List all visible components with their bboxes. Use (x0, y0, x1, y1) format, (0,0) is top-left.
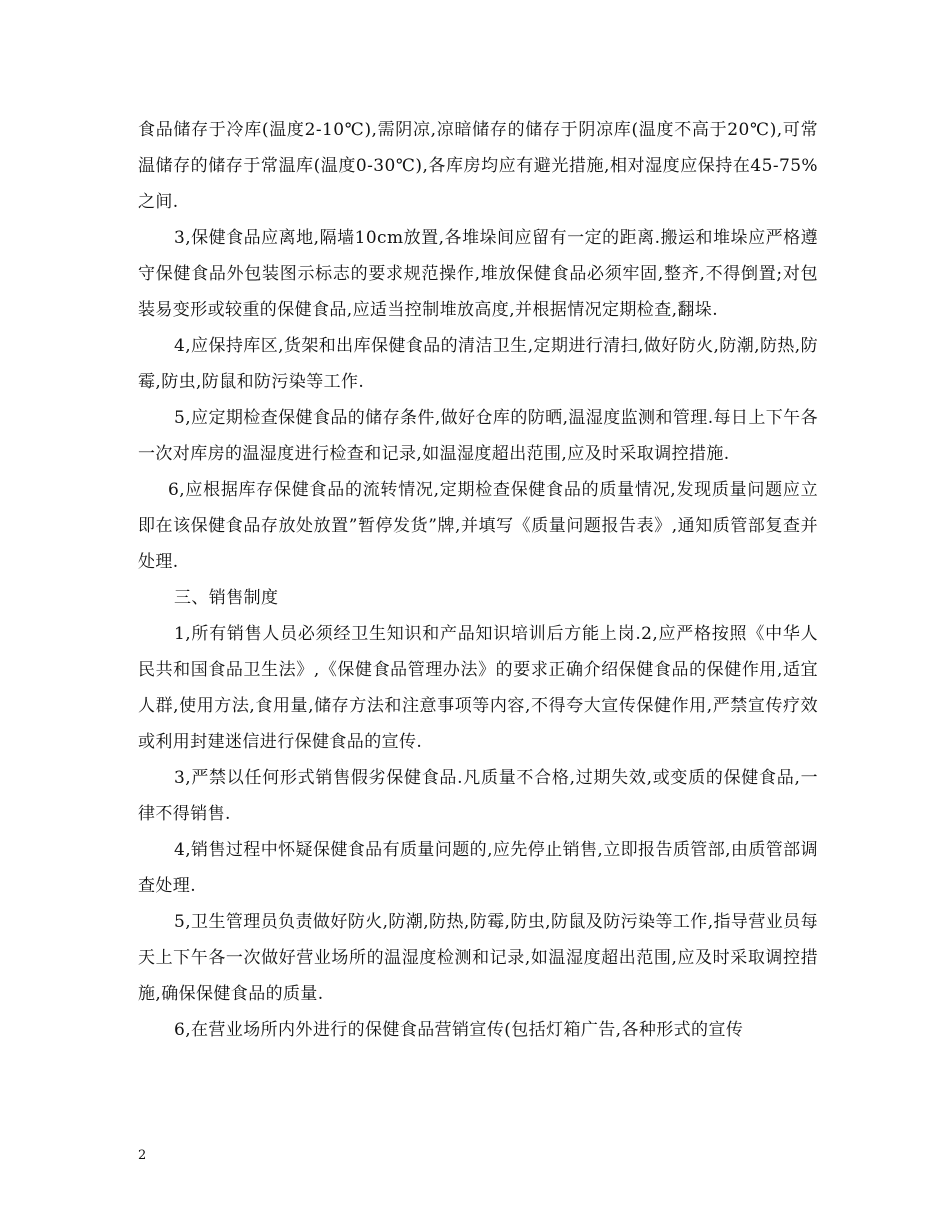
page-number: 2 (138, 1148, 147, 1163)
paragraph-item-5: 5,应定期检查保健食品的储存条件,做好仓库的防晒,温湿度监测和管理.每日上下午各一次对库房的温湿度进行检查和记录,如温湿度超出范围,应及时采取调控措施. (138, 408, 818, 464)
section-heading-sales: 三、销售制度 (174, 588, 279, 608)
paragraph-item-4: 4,应保持库区,货架和出库保健食品的清洁卫生,定期进行清扫,做好防火,防潮,防热,防霉,防虫,防鼠和防污染等工作. (138, 336, 818, 392)
paragraph-sales-item-4: 4,销售过程中怀疑保健食品有质量问题的,应先停止销售,立即报告质管部,由质管部调查处理. (138, 840, 818, 896)
paragraph-item-3: 3,保健食品应离地,隔墙10cm放置,各堆垛间应留有一定的距离.搬运和堆垛应严格遵守保健食品外包装图示标志的要求规范操作,堆放保健食品必须牢固,整齐,不得倒置;对包装易变形或较重的保健食品,应适当控制堆放高度,并根据情况定期检查,翻垛. (138, 228, 818, 320)
body-text (138, 112, 818, 1048)
paragraph-sales-item-6: 6,在营业场所内外进行的保健食品营销宣传(包括灯箱广告,各种形式的宣传 (174, 1020, 744, 1040)
paragraph-sales-item-5: 5,卫生管理员负责做好防火,防潮,防热,防霉,防虫,防鼠及防污染等工作,指导营业员每天上下午各一次做好营业场所的温湿度检测和记录,如温湿度超出范围,应及时采取调控措施,确保保健食品的质量. (138, 912, 818, 1004)
paragraph-sales-item-3: 3,严禁以任何形式销售假劣保健食品.凡质量不合格,过期失效,或变质的保健食品,一律不得销售. (138, 768, 818, 824)
paragraph-sales-item-1: 1,所有销售人员必须经卫生知识和产品知识培训后方能上岗.2,应严格按照《中华人民共和国食品卫生法》,《保健食品管理办法》的要求正确介绍保健食品的保健作用,适宜人群,使用方法,食用量,储存方法和注意事项等内容,不得夸大宣传保健作用,严禁宣传疗效或利用封建迷信进行保健食品的宣传. (138, 624, 818, 752)
paragraph-item-6: 6,应根据库存保健食品的流转情况,定期检查保健食品的质量情况,发现质量问题应立即在该保健食品存放处放置”暂停发货”牌,并填写《质量问题报告表》,通知质管部复查并处理. (138, 480, 818, 572)
paragraph-storage-temperature: 食品储存于冷库(温度2-10℃),需阴凉,凉暗储存的储存于阴凉库(温度不高于20℃),可常温储存的储存于常温库(温度0-30℃),各库房均应有避光措施,相对湿度应保持在45-75%之间. (138, 120, 818, 212)
